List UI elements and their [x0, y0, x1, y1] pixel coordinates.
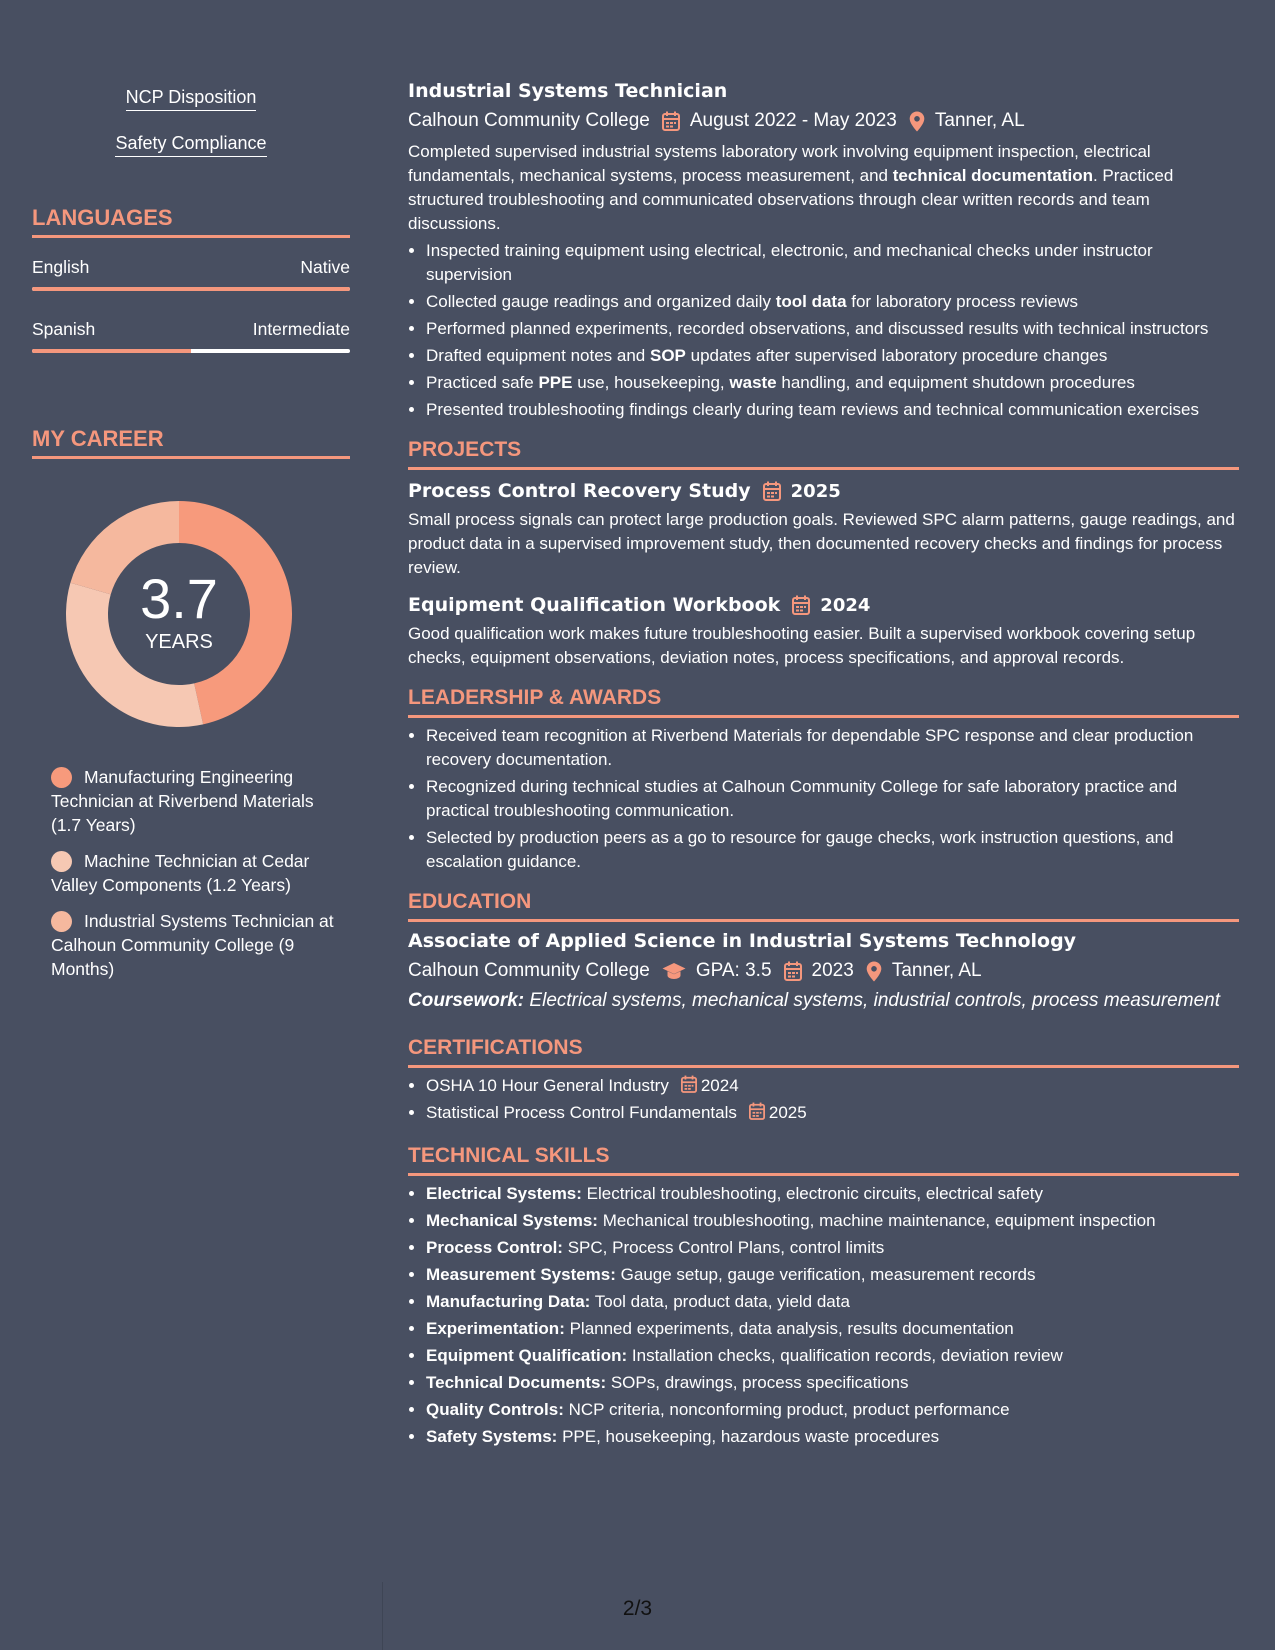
technical-skill-item [426, 1209, 1239, 1233]
project-description: Small process signals can protect large production goals. Reviewed SPC alarm patterns, gauge readings, and product data in a supervised improvement study, then documented recovery checks and findings for process review. [408, 510, 1235, 577]
bullet-bold-text: PPE [538, 373, 573, 392]
job-bullet [426, 371, 1239, 395]
projects-heading: PROJECTS [408, 437, 1239, 470]
career-legend [51, 765, 341, 981]
skill-category: Experimentation: [426, 1319, 565, 1338]
skill-details: Electrical troubleshooting, electronic circuits, electrical safety [581, 1184, 1044, 1203]
technical-skill-item [426, 1182, 1239, 1206]
skill-details: Mechanical troubleshooting, machine maintenance, equipment inspection [597, 1211, 1156, 1230]
bullet-bold-text: SOP [649, 346, 686, 365]
project-description: Good qualification work makes future troubleshooting easier. Built a supervised workbook covering setup checks, equipment observations, deviation notes, process specifications, and approval records. [408, 624, 1196, 667]
degree-title: Associate of Applied Science in Industrial Systems Technology [408, 930, 1077, 952]
coursework [408, 989, 1239, 1013]
career-heading: MY CAREER [32, 426, 350, 459]
job-bullet [426, 239, 1239, 287]
bullet-text: handling, and equipment shutdown procedures [776, 373, 1135, 392]
skill-link-ncp-disposition[interactable] [32, 86, 350, 111]
calendar-icon [784, 961, 802, 981]
bullet-text: Performed planned experiments, recorded observations, and discussed results with technical instructors [426, 319, 1209, 338]
technical-skill-item [426, 1317, 1239, 1341]
technical-skill-item [426, 1344, 1239, 1368]
project-entry [408, 478, 1239, 580]
certification-item [426, 1074, 1239, 1098]
coursework-label: Coursework: [408, 990, 525, 1011]
legend-dot-icon [51, 767, 72, 788]
career-donut-chart [66, 501, 292, 727]
certifications-list [408, 1074, 1239, 1125]
language-english [32, 256, 350, 291]
certification-name: OSHA 10 Hour General Industry [426, 1076, 669, 1095]
job-bullets [408, 239, 1239, 422]
career-legend-label: Manufacturing Engineering Technician at Riverbend Materials (1.7 Years) [51, 767, 314, 835]
skill-details: Gauge setup, gauge verification, measurement records [615, 1265, 1036, 1284]
bullet-text: Presented troubleshooting findings clearly during team reviews and technical communication exercises [426, 400, 1199, 419]
skill-category: Electrical Systems: [426, 1184, 582, 1203]
project-title: Process Control Recovery Study [408, 480, 751, 502]
leadership-item: • Selected by production peers as a go to resource for gauge checks, work instruction questions, and escalation guidance. [426, 826, 1239, 874]
skill-details: Tool data, product data, yield data [590, 1292, 850, 1311]
calendar-icon [662, 111, 680, 131]
leadership-item: • Received team recognition at Riverbend Materials for dependable SPC response and clear production recovery documentation. [426, 724, 1239, 772]
coursework-text: Electrical systems, mechanical systems, industrial controls, process measurement [524, 990, 1220, 1011]
skill-category: Mechanical Systems: [426, 1211, 598, 1230]
leadership-item: • Recognized during technical studies at Calhoun Community College for safe laboratory practice and practical troubleshooting communication. [426, 775, 1239, 823]
career-legend-item [51, 765, 341, 837]
school-name: Calhoun Community College [408, 960, 650, 981]
languages-heading: LANGUAGES [32, 205, 350, 238]
skill-category: Measurement Systems: [426, 1265, 616, 1284]
education-location: Tanner, AL [891, 960, 982, 981]
skill-link-label: NCP Disposition [126, 86, 257, 111]
certification-year: 2025 [768, 1103, 807, 1122]
career-legend-label: Industrial Systems Technician at Calhoun Community College (9 Months) [51, 911, 334, 979]
education-heading: EDUCATION [408, 889, 1239, 922]
leadership-heading: LEADERSHIP & AWARDS [408, 685, 1239, 718]
main-content [408, 78, 1239, 1449]
language-spanish [32, 318, 350, 353]
technical-skills-heading: TECHNICAL SKILLS [408, 1143, 1239, 1176]
technical-skill-item [426, 1371, 1239, 1395]
certifications-heading: CERTIFICATIONS [408, 1035, 1239, 1068]
skill-details: Installation checks, qualification records, deviation review [627, 1346, 1063, 1365]
bullet-text: for laboratory process reviews [846, 292, 1079, 311]
project-title-row [408, 478, 1239, 504]
skill-details: PPE, housekeeping, hazardous waste procedures [557, 1427, 940, 1446]
job-organization: Calhoun Community College [408, 110, 650, 131]
education-meta [408, 958, 1239, 984]
education-gpa: GPA: 3.5 [695, 960, 772, 981]
experience-entry [408, 78, 1239, 422]
job-bullet [426, 317, 1239, 341]
calendar-icon [749, 1102, 765, 1120]
education-year: 2023 [811, 960, 854, 981]
certification-name: Statistical Process Control Fundamentals [426, 1103, 737, 1122]
technical-skill-item [426, 1425, 1239, 1449]
summary-text: Completed supervised industrial systems laboratory work involving equipment inspection, electrical fundamentals, mechanical systems, process measurement, and [408, 142, 1151, 185]
language-level-bar [32, 349, 350, 353]
leadership-list [408, 724, 1239, 874]
bullet-text: Collected gauge readings and organized daily [426, 292, 776, 311]
career-donut-center [66, 501, 292, 727]
skill-details: Planned experiments, data analysis, results documentation [564, 1319, 1014, 1338]
project-year: 2024 [820, 594, 871, 616]
graduation-cap-icon [662, 962, 686, 980]
calendar-icon [763, 481, 781, 501]
language-name: English [32, 257, 90, 277]
bullet-text: Drafted equipment notes and [426, 346, 650, 365]
bullet-text: Inspected training equipment using electrical, electronic, and mechanical checks under instructor supervision [426, 241, 1153, 284]
job-summary [408, 140, 1239, 236]
project-title: Equipment Qualification Workbook [408, 594, 781, 616]
career-total-years: 3.7 [140, 567, 218, 630]
location-pin-icon [909, 111, 925, 132]
job-dates: August 2022 - May 2023 [689, 110, 897, 131]
skill-category: Manufacturing Data: [426, 1292, 591, 1311]
technical-skills-list [408, 1182, 1239, 1449]
bullet-text: updates after supervised laboratory procedure changes [685, 346, 1108, 365]
sidebar [32, 86, 350, 981]
legend-dot-icon [51, 851, 72, 872]
career-legend-label: Machine Technician at Cedar Valley Components (1.2 Years) [51, 851, 310, 895]
skill-category: Technical Documents: [426, 1373, 607, 1392]
technical-skill-item [426, 1290, 1239, 1314]
skill-details: SOPs, drawings, process specifications [606, 1373, 909, 1392]
legend-dot-icon [51, 911, 72, 932]
language-level: Intermediate [252, 319, 350, 339]
certification-item [426, 1101, 1239, 1125]
skill-link-label: Safety Compliance [115, 132, 266, 157]
project-entry [408, 592, 1239, 670]
skill-details: SPC, Process Control Plans, control limits [562, 1238, 885, 1257]
project-title-row [408, 592, 1239, 618]
page-number: 2/3 [622, 1597, 653, 1620]
job-title: Industrial Systems Technician [408, 80, 728, 102]
summary-text: . Practiced structured troubleshooting and communicated observations through clear written records and team discussions. [408, 166, 1174, 233]
technical-skill-item [426, 1398, 1239, 1422]
skill-category: Safety Systems: [426, 1427, 558, 1446]
location-pin-icon [866, 961, 882, 982]
job-bullet [426, 290, 1239, 314]
bullet-bold-text: tool data [775, 292, 847, 311]
skill-category: Equipment Qualification: [426, 1346, 628, 1365]
bullet-bold-text: waste [729, 373, 777, 392]
technical-skill-item [426, 1236, 1239, 1260]
bullet-text: Practiced safe [426, 373, 539, 392]
language-level-fill [32, 287, 350, 291]
job-location: Tanner, AL [934, 110, 1025, 131]
summary-bold-text: technical documentation [892, 166, 1093, 185]
skill-details: NCP criteria, nonconforming product, product performance [563, 1400, 1010, 1419]
bullet-text: use, housekeeping, [572, 373, 730, 392]
career-legend-item [51, 909, 341, 981]
career-legend-item [51, 849, 341, 897]
language-level: Native [300, 257, 350, 277]
job-meta [408, 108, 1239, 134]
project-year: 2025 [790, 480, 841, 502]
language-level-bar [32, 287, 350, 291]
technical-skill-item [426, 1263, 1239, 1287]
language-name: Spanish [32, 319, 96, 339]
calendar-icon [681, 1075, 697, 1093]
job-bullet [426, 344, 1239, 368]
skill-category: Quality Controls: [426, 1400, 564, 1419]
education-entry [408, 928, 1239, 1013]
skill-link-safety-compliance[interactable] [32, 132, 350, 157]
skill-category: Process Control: [426, 1238, 563, 1257]
certification-year: 2024 [700, 1076, 739, 1095]
job-bullet [426, 398, 1239, 422]
career-total-unit: YEARS [145, 631, 213, 653]
language-level-fill [32, 349, 191, 353]
calendar-icon [792, 595, 810, 615]
